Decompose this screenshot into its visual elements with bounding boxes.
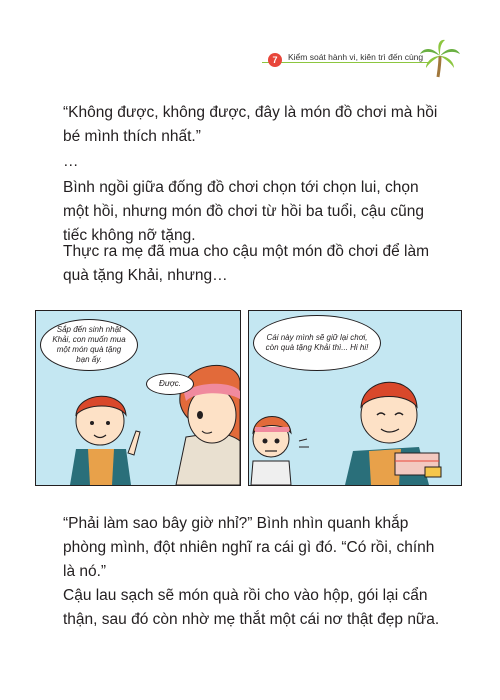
paragraph-5: Cậu lau sạch sẽ món quà rồi cho vào hộp, gói lại cẩn thận, sau đó còn nhờ mẹ thắt một cái nơ thật đẹp nữa.: [63, 587, 440, 628]
header-divider: [262, 62, 430, 63]
ellipsis-line: …: [63, 153, 79, 170]
paragraph-3: Thực ra mẹ đã mua cho cậu một món đồ chơi để làm quà tặng Khải, nhưng…: [63, 243, 430, 284]
speech-bubble-boy-thinking: Cái này mình sẽ giữ lại chơi, còn quà tặng Khải thì... Hi hi!: [253, 315, 381, 371]
chapter-title: Kiểm soát hành vi, kiên trì đến cùng: [288, 52, 424, 62]
comic-panel-right: [248, 310, 462, 486]
paragraph-4: “Phải làm sao bây giờ nhỉ?” Bình nhìn quanh khắp phòng mình, đột nhiên nghĩ ra cái gì đó. “Có rồi, chính là nó.”: [63, 515, 435, 580]
page-header: [0, 46, 500, 76]
paragraph-2: Bình ngồi giữa đống đồ chơi chọn tới chọn lui, chọn một hồi, nhưng món đồ chơi từ hồi ba tuổi, cậu cũng tiếc không nỡ tặng.: [63, 179, 424, 244]
speech-bubble-mom: Sắp đến sinh nhật Khải, con muốn mua một món quà tặng bạn ấy.: [40, 319, 138, 371]
palm-tree-icon: [418, 38, 462, 78]
chapter-number-badge: 7: [268, 53, 282, 67]
paragraph-1: “Không được, không được, đây là món đồ chơi mà hồi bé mình thích nhất.”: [63, 104, 438, 145]
speech-bubble-boy: Được.: [146, 373, 194, 395]
comic-panel-left: [35, 310, 241, 486]
